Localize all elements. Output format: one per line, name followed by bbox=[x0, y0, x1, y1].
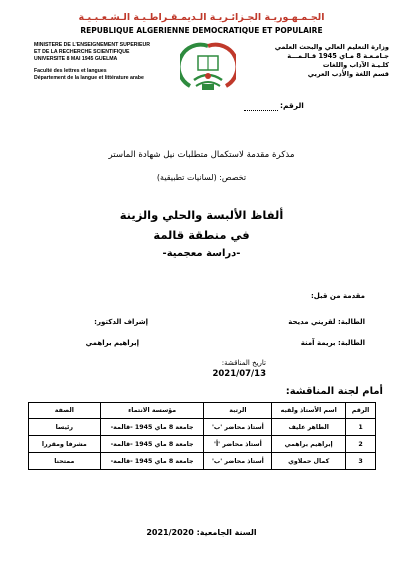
jury-table bbox=[28, 402, 376, 470]
col-header-number: الرقم bbox=[346, 403, 376, 419]
institution-header-arabic bbox=[259, 43, 389, 79]
cell-institution: جامعة 8 ماي 1945 -قالمة- bbox=[100, 453, 204, 470]
table-row bbox=[29, 419, 376, 436]
cell-institution: جامعة 8 ماي 1945 -قالمة- bbox=[100, 436, 204, 453]
defense-date-label: تاريخ المناقشة: bbox=[221, 359, 266, 367]
memo-description: مذكرة مقدمة لاستكمال متطلبات نيل شهادة الماستر bbox=[108, 150, 295, 160]
supervisor-name: إبراهيم براهمي bbox=[85, 339, 139, 347]
cell-number: 3 bbox=[346, 453, 376, 470]
faculty-line-ar: كلـيـة الآداب واللغات bbox=[322, 61, 389, 69]
student-2: الطالبة: بريمة آمنة bbox=[300, 339, 365, 347]
thesis-title-line-2: في منطقة قالمة bbox=[153, 228, 250, 242]
university-line-ar: جـامـعـة 8 مـاي 1945 قـالـمـــة bbox=[287, 52, 389, 60]
cell-number: 2 bbox=[346, 436, 376, 453]
table-row bbox=[29, 436, 376, 453]
cell-role: ممتحنا bbox=[29, 453, 101, 470]
defense-date: 2021/07/13 bbox=[212, 369, 266, 379]
university-logo-icon bbox=[180, 40, 236, 96]
cell-rank: أستاذ محاضر 'ب' bbox=[204, 419, 272, 436]
student-1: الطالبة: لقريني مديحة bbox=[288, 318, 365, 326]
cell-rank: أستاذ محاضر 'ب' bbox=[204, 453, 272, 470]
department-line: Département de la langue et littérature arabe bbox=[34, 75, 144, 81]
col-header-rank: الرتبة bbox=[204, 403, 272, 419]
cell-role: رئيسا bbox=[29, 419, 101, 436]
presented-by-label: مقدمة من قبل: bbox=[311, 292, 365, 300]
cell-name: الطاهر عليف bbox=[272, 419, 346, 436]
cell-role: مشرفا ومقررا bbox=[29, 436, 101, 453]
jury-table-header bbox=[29, 403, 376, 419]
table-row bbox=[29, 453, 376, 470]
col-header-institution: مؤسسة الانتماء bbox=[100, 403, 204, 419]
thesis-title-line-3: -دراسة معجمية- bbox=[162, 248, 241, 259]
faculty-line: Faculté des lettres et langues bbox=[34, 68, 107, 74]
ministry-line-ar: وزارة التعليم العالي والبحث العلمي bbox=[274, 43, 389, 51]
specialty: تخصص: (لسانيات تطبيقية) bbox=[156, 173, 247, 182]
institution-header-french bbox=[34, 42, 184, 82]
cell-rank: أستاذ محاضر 'أ' bbox=[204, 436, 272, 453]
ministry-line-2: ET DE LA RECHERCHE SCIENTIFIQUE bbox=[34, 49, 130, 55]
reference-number-line bbox=[244, 110, 278, 111]
col-header-role: الصفة bbox=[29, 403, 101, 419]
republic-title-french: REPUBLIQUE ALGERIENNE DEMOCRATIQUE ET POPULAIRE bbox=[80, 26, 323, 35]
cell-name: إبراهيم براهمي bbox=[272, 436, 346, 453]
department-line-ar: قسم اللغة والأدب العربي bbox=[307, 70, 389, 78]
cell-name: كمال حملاوي bbox=[272, 453, 346, 470]
thesis-title-line-1: ألفاظ الألبسة والحلي والزينة bbox=[119, 208, 284, 222]
jury-label: أمام لجنة المناقشة: bbox=[285, 386, 383, 397]
ministry-line-1: MINISTERE DE L'ENSEIGNEMENT SUPERIEUR bbox=[34, 42, 150, 48]
supervisor-label: إشراف الدكتور: bbox=[94, 318, 148, 326]
reference-number-label: الرقم: bbox=[280, 101, 304, 110]
university-line: UNIVERSITE 8 MAI 1945 GUELMA bbox=[34, 56, 118, 62]
col-header-name: اسم الأستاذ ولقبه bbox=[272, 403, 346, 419]
cell-institution: جامعة 8 ماي 1945 -قالمة- bbox=[100, 419, 204, 436]
republic-title-arabic: الجـمـهـوريـة الجـزائـريـة الـديمـقـراطـيـة الـشـعـبـيـة bbox=[78, 12, 325, 23]
academic-year: السنة الجامعية: 2021/2020 bbox=[146, 528, 257, 537]
cell-number: 1 bbox=[346, 419, 376, 436]
